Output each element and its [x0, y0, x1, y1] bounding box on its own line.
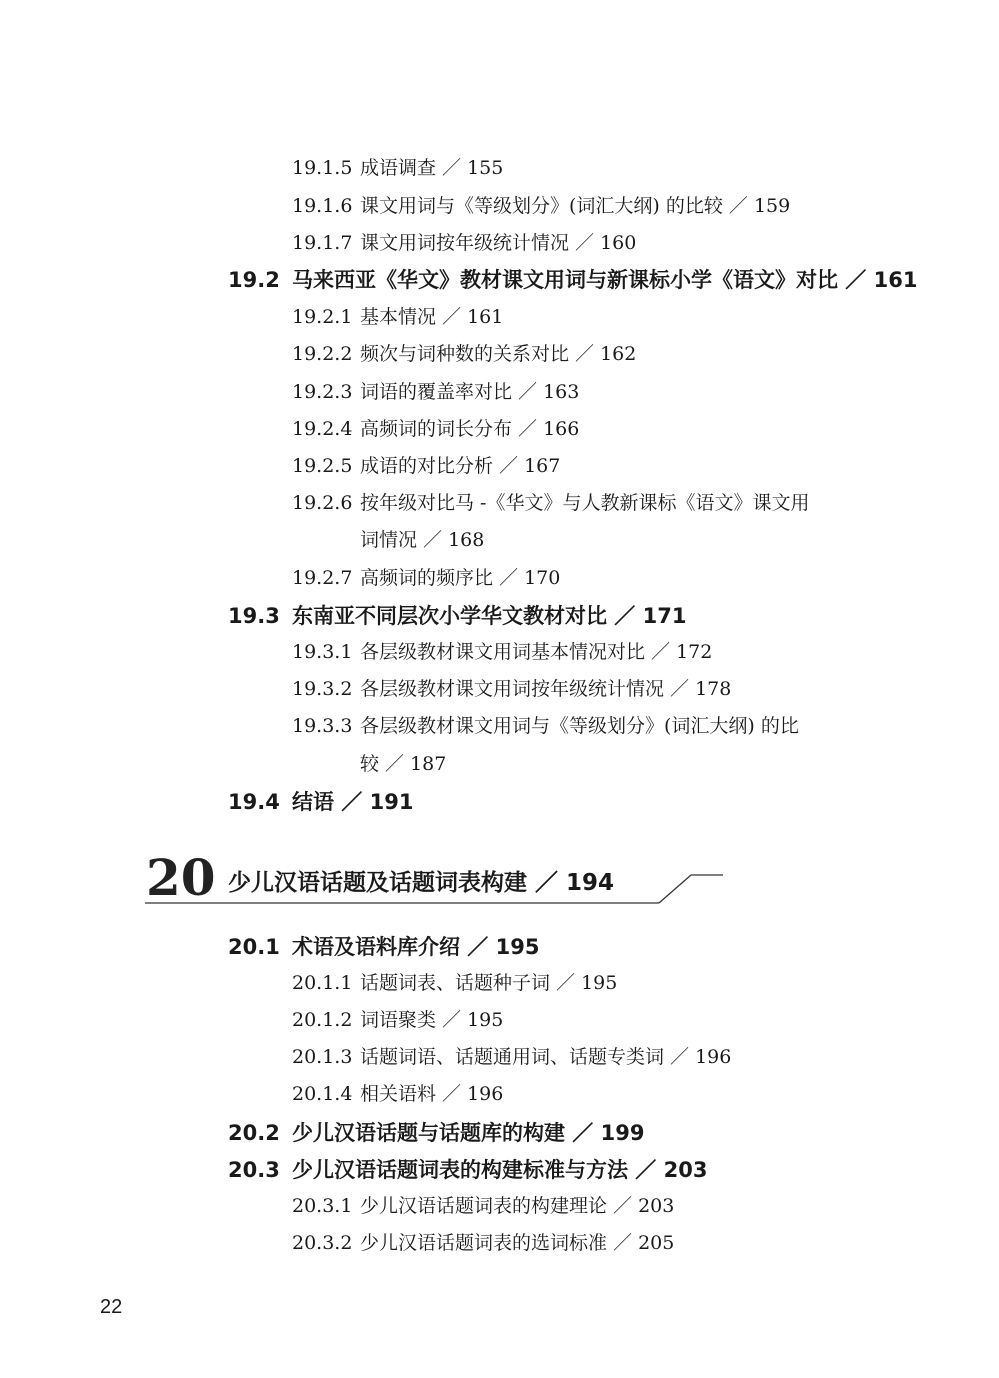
section-number: 19.3 [228, 604, 280, 628]
entry-number: 19.2.1 [292, 306, 353, 328]
section-number: 20.1 [228, 935, 280, 959]
toc-entry [292, 379, 579, 405]
entry-title: 基本情况 ／ 161 [360, 306, 504, 328]
entry-title: 课文用词与《等级划分》(词汇大纲) 的比较 ／ 159 [360, 195, 791, 217]
entry-number: 19.2.4 [292, 418, 353, 440]
toc-entry [292, 1081, 503, 1107]
entry-number: 19.2.6 [292, 492, 353, 514]
entry-number: 19.3.1 [292, 641, 353, 663]
entry-title: 各层级教材课文用词按年级统计情况 ／ 178 [360, 678, 732, 700]
entry-number: 19.1.6 [292, 195, 353, 217]
entry-title: 词语聚类 ／ 195 [360, 1009, 504, 1031]
entry-number: 19.3.2 [292, 678, 353, 700]
toc-section [228, 266, 917, 294]
entry-title: 高频词的词长分布 ／ 166 [360, 418, 580, 440]
page-number: 22 [100, 1296, 123, 1318]
entry-title: 课文用词按年级统计情况 ／ 160 [360, 232, 637, 254]
entry-number: 20.1.3 [292, 1046, 353, 1068]
entry-number: 19.3.3 [292, 715, 353, 737]
entry-title: 高频词的频序比 ／ 170 [360, 567, 561, 589]
section-title: 术语及语料库介绍 ／ 195 [292, 935, 540, 959]
entry-number: 19.1.5 [292, 157, 353, 179]
toc-entry-continuation: 词情况 ／ 168 [360, 529, 485, 551]
entry-number: 19.2.2 [292, 343, 353, 365]
entry-title: 少儿汉语话题词表的构建理论 ／ 203 [360, 1195, 675, 1217]
chapter-number: 20 [146, 848, 216, 907]
toc-entry-continuation: 较 ／ 187 [360, 753, 447, 775]
chapter-title: 少儿汉语话题及话题词表构建 ／ 194 [228, 870, 615, 896]
toc-section [228, 933, 539, 961]
entry-title: 少儿汉语话题词表的选词标准 ／ 205 [360, 1232, 675, 1254]
toc-entry [292, 304, 503, 330]
entry-number: 20.1.2 [292, 1009, 353, 1031]
section-number: 19.2 [228, 268, 280, 292]
toc-entry [292, 1193, 674, 1219]
toc-entry [292, 676, 731, 702]
toc-section [228, 1156, 707, 1184]
toc-entry [292, 713, 799, 739]
toc-entry [292, 193, 790, 219]
entry-number: 20.3.2 [292, 1232, 353, 1254]
toc-entry [292, 1230, 674, 1256]
section-title: 少儿汉语话题与话题库的构建 ／ 199 [292, 1121, 645, 1145]
entry-title: 各层级教材课文用词基本情况对比 ／ 172 [360, 641, 713, 663]
entry-title: 各层级教材课文用词与《等级划分》(词汇大纲) 的比 [360, 715, 799, 737]
toc-entry [292, 490, 809, 516]
entry-number: 19.1.7 [292, 232, 353, 254]
toc-entry [292, 1007, 503, 1033]
toc-entry [292, 453, 560, 479]
toc-entry [292, 416, 579, 442]
entry-title: 成语的对比分析 ／ 167 [360, 455, 561, 477]
section-title: 马来西亚《华文》教材课文用词与新课标小学《语文》对比 ／ 161 [292, 268, 918, 292]
toc-entry [292, 155, 503, 181]
toc-section [228, 1119, 644, 1147]
entry-title: 词语的覆盖率对比 ／ 163 [360, 381, 580, 403]
entry-number: 19.2.3 [292, 381, 353, 403]
entry-number: 20.1.4 [292, 1083, 353, 1105]
entry-number: 19.2.5 [292, 455, 353, 477]
section-title: 东南亚不同层次小学华文教材对比 ／ 171 [292, 604, 687, 628]
section-number: 20.2 [228, 1121, 280, 1145]
section-title: 少儿汉语话题词表的构建标准与方法 ／ 203 [292, 1158, 708, 1182]
entry-number: 19.2.7 [292, 567, 353, 589]
entry-title: 话题词语、话题通用词、话题专类词 ／ 196 [360, 1046, 732, 1068]
toc-entry [292, 970, 617, 996]
section-number: 20.3 [228, 1158, 280, 1182]
section-number: 19.4 [228, 790, 280, 814]
toc-entry [292, 565, 560, 591]
entry-title: 频次与词种数的关系对比 ／ 162 [360, 343, 637, 365]
entry-title: 相关语料 ／ 196 [360, 1083, 504, 1105]
section-title: 结语 ／ 191 [292, 790, 414, 814]
entry-title: 按年级对比马 -《华文》与人教新课标《语文》课文用 [360, 492, 810, 514]
entry-title: 话题词表、话题种子词 ／ 195 [360, 972, 618, 994]
toc-entry [292, 341, 636, 367]
toc-section [228, 788, 413, 816]
toc-entry [292, 230, 636, 256]
toc-entry [292, 639, 712, 665]
toc-section [228, 602, 686, 630]
entry-title: 成语调查 ／ 155 [360, 157, 504, 179]
toc-entry [292, 1044, 731, 1070]
entry-number: 20.3.1 [292, 1195, 353, 1217]
entry-number: 20.1.1 [292, 972, 353, 994]
